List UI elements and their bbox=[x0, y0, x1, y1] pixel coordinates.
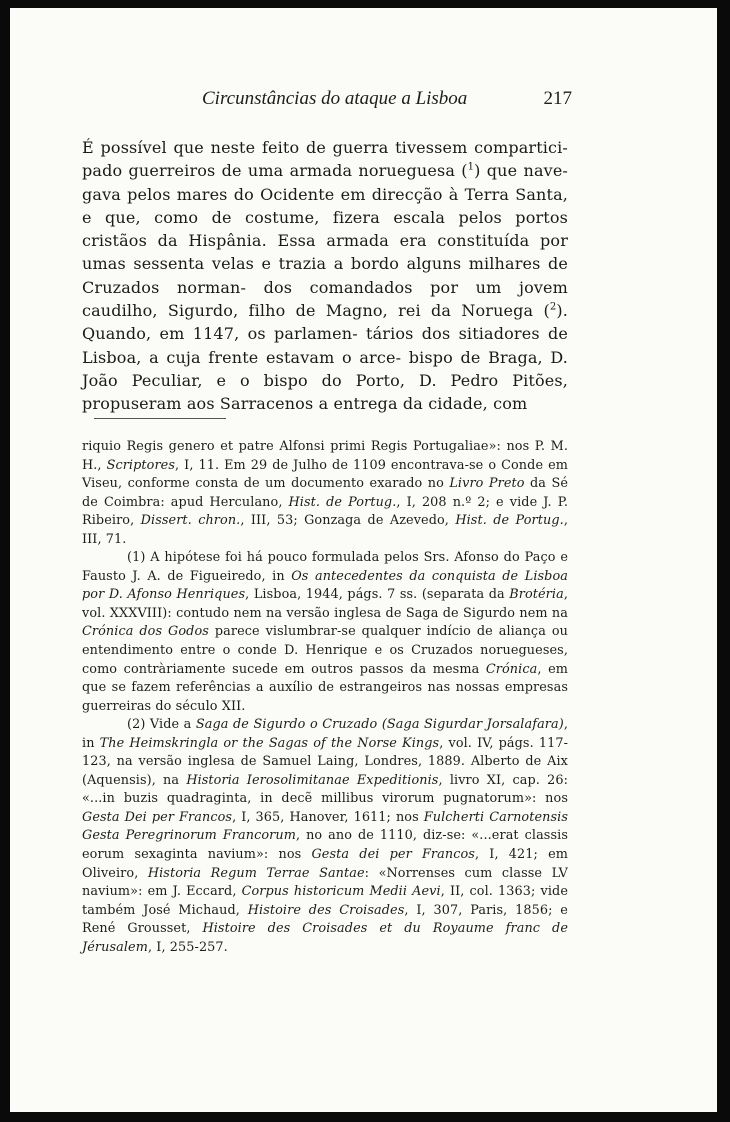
footnote-divider bbox=[94, 418, 226, 419]
text-line: bispo de Braga, D. João Peculiar, e o bispo do Porto, D. Pedro bbox=[82, 347, 568, 390]
page-number: 217 bbox=[543, 88, 572, 109]
main-paragraph bbox=[82, 136, 568, 416]
text-line: É possível que neste feito de guerra tivessem compartici- bbox=[82, 138, 568, 157]
footnote-ref-1: 1 bbox=[467, 161, 475, 173]
text-line: da Hispânia. Essa armada era constituída por umas sessenta bbox=[82, 231, 568, 274]
text-line: gava pelos mares do Ocidente em direcção à Terra Santa, bbox=[82, 184, 568, 204]
running-header bbox=[202, 88, 572, 112]
book-page bbox=[10, 8, 717, 1112]
text-line: Pitões, propuseram aos Sarracenos a entrega da cidade, com bbox=[82, 370, 568, 414]
footnote-continuation: riquio Regis genero et patre Alfonsi primi Regis Portugaliae»: nos P. M. H., Scriptores, I, 11. Em 29 de Julho de 1109 encontrava-se o Conde em Viseu, conforme consta de um documento exarado no Livro Preto da Sé de Coimbra: apud Herculano, Hist. de Portug., I, 208 n.º 2; e vide J. P. Ribeiro, Dissert. chron., III, 53; Gonzaga de Azevedo, Hist. de Portug., III, 71. bbox=[82, 439, 569, 547]
footnotes bbox=[82, 438, 568, 957]
text-line: Magno, rei da Noruega ( bbox=[325, 301, 550, 321]
text-line: tários dos sitiadores de Lisboa, a cuja frente estavam o arce- bbox=[82, 324, 568, 367]
footnote-ref-2: 2 bbox=[549, 301, 557, 313]
footnote-marker: (1) bbox=[127, 550, 146, 566]
chapter-title: Circunstâncias do ataque a Lisboa bbox=[202, 88, 468, 109]
text-line: e que, como de costume, fizera escala pelos portos cristãos bbox=[82, 207, 568, 251]
footnote-marker: (2) bbox=[127, 717, 146, 733]
footnote-1: (1) A hipótese foi há pouco formulada pelos Srs. Afonso do Paço e Fausto J. A. de Figueiredo, in Os antecedentes da conquista de Lisboa por D. Afonso Henriques, Lisboa, 1944, págs. 7 ss. (separata da Brotéria, vol. XXXVIII): contudo nem na versão inglesa de Saga de Sigurdo nem na Crónica dos Godos parece vislumbrar-se qualquer indício de aliança ou entendimento entre o conde D. Henrique e os Cruzados noruegueses, como contràriamente sucede em outros passos da mesma Crónica, em que se fazem referências a auxílio de estrangeiros nas nossas empresas guerreiras do século XII. bbox=[82, 550, 569, 714]
text-line: pado guerreiros de uma armada norueguesa ( bbox=[82, 161, 468, 181]
footnote-2: (2) Vide a Saga de Sigurdo o Cruzado (Saga Sigurdar Jorsalafara), in The Heimskringla or the Sagas of the Norse Kings, vol. IV, págs. 117-123, na versão inglesa de Samuel Laing, Londres, 1889. Alberto de Aix (Aquensis), na Historia Ierosolimitanae Expeditionis, livro XI, cap. 26: «...in buzis quadraginta, in decẽ millibus virorum pugnatorum»: nos Gesta Dei per Francos, I, 365, Hanover, 1611; nos Fulcherti Carnotensis Gesta Peregrinorum Francorum, no ano de 1110, diz-se: «...erat classis eorum sexaginta navium»: nos Gesta dei per Francos, I, 421; em Oliveiro, Historia Regum Terrae Santae: «Norrenses cum classe LV navium»: em J. Eccard, Corpus historicum Medii Aevi, II, col. 1363; vide também José Michaud, Histoire des Croisades, I, 307, Paris, 1856; e René Grousset, Histoire des Croisades et du Royaume franc de Jérusalem, I, 255-257. bbox=[82, 717, 569, 955]
text-line: dos comandados por um jovem caudilho, Sigurdo, filho de bbox=[82, 277, 568, 321]
text-line: ). Quando, em 1147, os parlamen- bbox=[82, 301, 568, 344]
text-line: velas e trazia a bordo alguns milhares de Cruzados norman- bbox=[82, 254, 568, 297]
text-line: ) que nave- bbox=[474, 161, 568, 181]
main-text bbox=[82, 136, 568, 416]
